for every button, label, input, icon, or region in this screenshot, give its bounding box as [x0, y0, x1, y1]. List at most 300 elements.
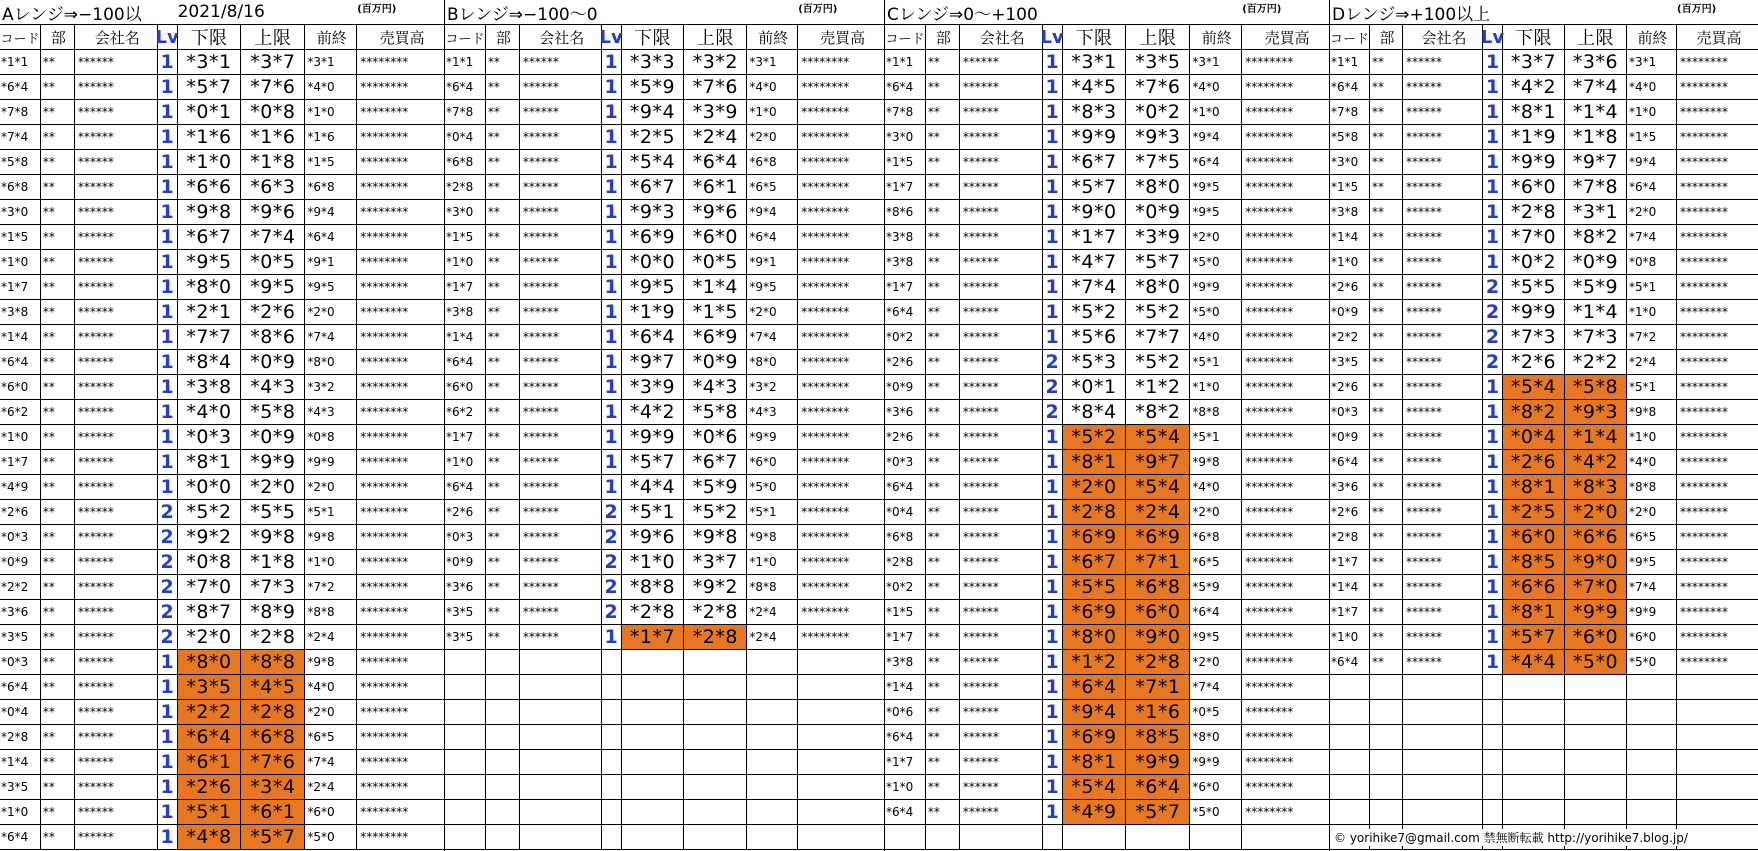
upper-limit: *4*2	[1565, 450, 1627, 474]
lower-limit: *3*8	[178, 375, 242, 399]
lower-limit	[622, 825, 685, 849]
table-row	[885, 600, 1329, 625]
department	[1370, 675, 1403, 699]
upper-limit: *6*9	[1126, 525, 1190, 549]
upper-limit: *0*9	[684, 350, 747, 374]
company-name: ******	[1403, 650, 1483, 674]
lower-limit	[622, 700, 685, 724]
lower-limit: *6*6	[1503, 575, 1565, 599]
trading-volume: ********	[360, 630, 409, 644]
table-row	[0, 300, 444, 325]
stock-code: *2*6	[1330, 275, 1370, 299]
upper-limit: *9*3	[1565, 400, 1627, 424]
previous-close	[747, 750, 798, 774]
level: 1	[158, 125, 178, 149]
trading-volume	[1677, 800, 1758, 824]
level: 1	[602, 200, 622, 224]
trading-volume	[1677, 750, 1758, 774]
stock-code: *1*0	[0, 800, 41, 824]
previous-close: *3*1	[1190, 50, 1242, 74]
department: **	[41, 625, 75, 649]
header-lower: 下限	[622, 25, 685, 49]
lower-limit: *6*9	[622, 225, 685, 249]
department: **	[41, 125, 75, 149]
department: **	[926, 200, 960, 224]
upper-limit: *2*4	[684, 125, 747, 149]
stock-code: *1*4	[0, 750, 41, 774]
lower-limit: *0*2	[1503, 250, 1565, 274]
department: **	[1370, 575, 1403, 599]
previous-close: *9*1	[305, 250, 357, 274]
department: **	[486, 550, 520, 574]
company-name: ******	[960, 50, 1043, 74]
stock-code: *3*8	[1330, 200, 1370, 224]
department: **	[926, 50, 960, 74]
company-name: ******	[1403, 150, 1483, 174]
upper-limit: *5*9	[1565, 275, 1627, 299]
stock-code: *3*0	[445, 200, 486, 224]
stock-code: *1*0	[445, 450, 486, 474]
level: 1	[1043, 750, 1063, 774]
company-name: ******	[520, 125, 602, 149]
table-row	[885, 325, 1329, 350]
table-row	[1330, 325, 1758, 350]
stock-code: *2*6	[1330, 500, 1370, 524]
header-bu: 部	[41, 25, 75, 49]
stock-code: *6*4	[0, 75, 41, 99]
company-name: ******	[1403, 550, 1483, 574]
company-name: ******	[1403, 525, 1483, 549]
range-block-b	[445, 0, 885, 851]
lower-limit: *2*0	[178, 625, 242, 649]
lower-limit: *1*0	[622, 550, 685, 574]
table-row	[445, 450, 884, 475]
trading-volume: ********	[1680, 155, 1728, 169]
previous-close: *1*0	[1190, 375, 1242, 399]
level: 1	[602, 150, 622, 174]
lower-limit: *8*4	[1063, 400, 1127, 424]
trading-volume: ********	[1245, 280, 1294, 294]
department: **	[1370, 150, 1403, 174]
stock-code: *0*4	[445, 125, 486, 149]
trading-volume: ********	[360, 505, 409, 519]
trading-volume	[798, 650, 884, 674]
lower-limit: *6*6	[178, 175, 242, 199]
stock-code: *3*5	[445, 600, 486, 624]
stock-code	[445, 825, 486, 849]
stock-code: *3*8	[445, 300, 486, 324]
level: 1	[1483, 500, 1503, 524]
previous-close	[1627, 750, 1677, 774]
stock-code: *3*5	[0, 775, 41, 799]
department: **	[1370, 250, 1403, 274]
upper-limit: *1*4	[1565, 100, 1627, 124]
previous-close: *6*4	[1190, 600, 1242, 624]
lower-limit: *4*4	[622, 475, 685, 499]
table-row	[445, 375, 884, 400]
table-row	[885, 500, 1329, 525]
previous-close: *2*0	[747, 300, 798, 324]
stock-code: *1*7	[445, 425, 486, 449]
lower-limit: *5*5	[1063, 575, 1127, 599]
lower-limit: *0*0	[622, 250, 685, 274]
company-name: ******	[960, 425, 1043, 449]
trading-volume: ********	[1245, 430, 1294, 444]
department: **	[41, 175, 75, 199]
previous-close: *9*5	[1190, 175, 1242, 199]
stock-code	[445, 725, 486, 749]
trading-volume: ********	[1680, 555, 1728, 569]
upper-limit: *5*9	[684, 475, 747, 499]
previous-close: *4*0	[747, 75, 798, 99]
table-row	[445, 150, 884, 175]
level: 1	[158, 800, 178, 824]
level: 1	[1483, 575, 1503, 599]
department: **	[486, 300, 520, 324]
department: **	[486, 200, 520, 224]
upper-limit: *8*5	[1126, 725, 1190, 749]
level: 1	[158, 200, 178, 224]
lower-limit: *4*9	[1063, 800, 1127, 824]
lower-limit: *9*9	[1503, 300, 1565, 324]
previous-close: *2*0	[1190, 225, 1242, 249]
table-row	[445, 525, 884, 550]
previous-close: *2*0	[1190, 650, 1242, 674]
previous-close	[1627, 675, 1677, 699]
previous-close: *2*4	[747, 625, 798, 649]
trading-volume	[798, 800, 884, 824]
lower-limit: *5*9	[622, 75, 685, 99]
table-row	[1330, 400, 1758, 425]
level: 1	[1043, 275, 1063, 299]
trading-volume: ********	[1245, 580, 1294, 594]
upper-limit	[684, 700, 747, 724]
trading-volume: ********	[1680, 480, 1728, 494]
company-name: ******	[75, 150, 158, 174]
level: 2	[602, 500, 622, 524]
department: **	[41, 650, 75, 674]
stock-code: *4*9	[0, 475, 41, 499]
upper-limit: *3*7	[684, 550, 747, 574]
previous-close: *6*0	[1627, 625, 1677, 649]
lower-limit: *3*9	[622, 375, 685, 399]
department: **	[1370, 275, 1403, 299]
lower-limit: *4*5	[1063, 75, 1127, 99]
lower-limit: *1*0	[178, 150, 242, 174]
lower-limit: *4*4	[1503, 650, 1565, 674]
previous-close: *9*8	[747, 525, 798, 549]
level: 1	[158, 150, 178, 174]
upper-limit: *7*4	[241, 225, 305, 249]
stock-code: *6*0	[445, 375, 486, 399]
upper-limit: *2*8	[684, 600, 747, 624]
trading-volume: ********	[360, 80, 409, 94]
table-row	[0, 325, 444, 350]
stock-code: *1*4	[885, 675, 926, 699]
stock-code: *5*8	[1330, 125, 1370, 149]
upper-limit: *1*6	[241, 125, 305, 149]
copyright-footer: © yorihike7@gmail.com 禁無断転載 http://yorihike7.blog.jp/	[1334, 831, 1688, 845]
upper-limit: *6*3	[241, 175, 305, 199]
previous-close: *9*5	[1627, 550, 1677, 574]
header-sales: 売買高	[1696, 28, 1742, 47]
company-name	[1403, 725, 1483, 749]
stock-code: *1*1	[445, 50, 486, 74]
department: **	[926, 425, 960, 449]
previous-close: *5*0	[305, 825, 357, 849]
company-name: ******	[960, 225, 1043, 249]
previous-close: *8*8	[305, 600, 357, 624]
department: **	[41, 675, 75, 699]
level: 1	[1483, 625, 1503, 649]
upper-limit	[684, 725, 747, 749]
department: **	[41, 250, 75, 274]
table-row	[445, 50, 884, 75]
company-name: ******	[1403, 100, 1483, 124]
previous-close: *5*9	[1190, 575, 1242, 599]
previous-close: *3*1	[747, 50, 798, 74]
level: 1	[1043, 200, 1063, 224]
trading-volume: ********	[1680, 180, 1728, 194]
previous-close: *8*0	[305, 350, 357, 374]
table-row	[0, 525, 444, 550]
trading-volume: ********	[360, 130, 409, 144]
trading-volume: ********	[801, 480, 850, 494]
trading-volume: ********	[360, 330, 409, 344]
lower-limit: *9*3	[622, 200, 685, 224]
department: **	[1370, 400, 1403, 424]
previous-close: *9*8	[1627, 400, 1677, 424]
department: **	[486, 475, 520, 499]
lower-limit	[1063, 825, 1127, 849]
department	[486, 725, 520, 749]
table-row	[885, 400, 1329, 425]
level: 1	[1483, 550, 1503, 574]
previous-close	[1190, 825, 1242, 849]
department: **	[1370, 650, 1403, 674]
trading-volume: ********	[1680, 280, 1728, 294]
stock-code: *1*5	[445, 225, 486, 249]
level: 1	[1483, 525, 1503, 549]
table-row	[0, 275, 444, 300]
upper-limit: *0*6	[684, 425, 747, 449]
trading-volume: ********	[360, 255, 409, 269]
lower-limit: *6*4	[178, 725, 242, 749]
upper-limit	[684, 800, 747, 824]
department: **	[1370, 550, 1403, 574]
table-row	[445, 200, 884, 225]
department: **	[486, 575, 520, 599]
header-prev: 前終	[1190, 25, 1242, 49]
trading-volume: ********	[1680, 380, 1728, 394]
stock-code: *3*6	[885, 400, 926, 424]
previous-close: *5*0	[1627, 650, 1677, 674]
company-name: ******	[960, 150, 1043, 174]
company-name: ******	[75, 475, 158, 499]
company-name: ******	[960, 500, 1043, 524]
stock-code: *1*7	[885, 625, 926, 649]
level: 1	[1043, 550, 1063, 574]
lower-limit: *1*7	[622, 625, 685, 649]
table-row	[445, 625, 884, 650]
level: 1	[1483, 475, 1503, 499]
trading-volume: ********	[360, 155, 409, 169]
range-block-d	[1330, 0, 1758, 851]
table-row	[0, 775, 444, 800]
lower-limit: *7*0	[178, 575, 242, 599]
company-name: ******	[75, 100, 158, 124]
table-row	[1330, 250, 1758, 275]
table-row	[445, 750, 884, 775]
stock-code: *7*8	[885, 100, 926, 124]
department: **	[926, 250, 960, 274]
lower-limit: *6*4	[1063, 675, 1127, 699]
stock-code: *6*4	[1330, 650, 1370, 674]
trading-volume: ********	[1245, 555, 1294, 569]
level	[1483, 775, 1503, 799]
trading-volume: ********	[360, 455, 409, 469]
upper-limit: *7*4	[1565, 75, 1627, 99]
table-row	[445, 400, 884, 425]
previous-close: *7*4	[1627, 575, 1677, 599]
department: **	[486, 225, 520, 249]
stock-code: *1*4	[0, 325, 41, 349]
stock-code: *1*7	[445, 275, 486, 299]
table-row	[885, 625, 1329, 650]
level: 2	[1043, 400, 1063, 424]
department: **	[41, 475, 75, 499]
lower-limit: *9*9	[1503, 150, 1565, 174]
stock-code: *2*6	[0, 500, 41, 524]
table-row	[445, 75, 884, 100]
department: **	[926, 100, 960, 124]
table-row	[1330, 225, 1758, 250]
upper-limit: *5*4	[1126, 475, 1190, 499]
department: **	[41, 150, 75, 174]
previous-close: *5*1	[747, 500, 798, 524]
trading-volume: ********	[360, 55, 409, 69]
upper-limit: *9*9	[241, 450, 305, 474]
level: 1	[1043, 125, 1063, 149]
previous-close	[1627, 700, 1677, 724]
level: 1	[1483, 375, 1503, 399]
stock-code: *6*4	[445, 475, 486, 499]
department: **	[486, 50, 520, 74]
lower-limit: *3*1	[178, 50, 242, 74]
level: 1	[158, 700, 178, 724]
previous-close: *6*0	[747, 450, 798, 474]
company-name: ******	[960, 550, 1043, 574]
previous-close: *6*8	[305, 175, 357, 199]
table-row	[0, 375, 444, 400]
stock-code: *6*4	[1330, 75, 1370, 99]
upper-limit: *9*7	[1126, 450, 1190, 474]
department: **	[926, 450, 960, 474]
table-row	[885, 825, 1329, 850]
previous-close: *0*5	[1190, 700, 1242, 724]
previous-close: *9*9	[747, 425, 798, 449]
previous-close: *2*4	[305, 775, 357, 799]
table-row	[0, 475, 444, 500]
company-name: ******	[520, 350, 602, 374]
department: **	[926, 600, 960, 624]
trading-volume: ********	[801, 55, 850, 69]
upper-limit	[1565, 775, 1627, 799]
previous-close: *6*5	[1190, 550, 1242, 574]
trading-volume: ********	[801, 455, 850, 469]
trading-volume: ********	[360, 380, 409, 394]
department	[1370, 750, 1403, 774]
department: **	[1370, 75, 1403, 99]
company-name: ******	[520, 175, 602, 199]
stock-code: *1*7	[1330, 550, 1370, 574]
upper-limit: *4*3	[684, 375, 747, 399]
trading-volume: ********	[801, 180, 850, 194]
trading-volume: ********	[1245, 805, 1294, 819]
table-row	[445, 175, 884, 200]
previous-close: *9*9	[1190, 275, 1242, 299]
department: **	[486, 400, 520, 424]
lower-limit: *5*7	[1063, 175, 1127, 199]
level: 1	[158, 275, 178, 299]
previous-close: *4*0	[1190, 475, 1242, 499]
level: 1	[602, 250, 622, 274]
table-row	[0, 625, 444, 650]
department: **	[926, 725, 960, 749]
level: 1	[1043, 775, 1063, 799]
previous-close: *3*1	[1627, 50, 1677, 74]
stock-code: *1*7	[1330, 600, 1370, 624]
upper-limit: *6*7	[684, 450, 747, 474]
trading-volume: ********	[1680, 105, 1728, 119]
level: 1	[1483, 250, 1503, 274]
company-name: ******	[1403, 375, 1483, 399]
header-bu: 部	[1370, 25, 1403, 49]
trading-volume: ********	[801, 555, 850, 569]
table-row	[885, 575, 1329, 600]
table-row	[0, 175, 444, 200]
level: 1	[158, 825, 178, 849]
upper-limit: *2*4	[1126, 500, 1190, 524]
previous-close: *6*0	[305, 800, 357, 824]
lower-limit: *6*1	[178, 750, 242, 774]
header-code: コード	[445, 25, 486, 49]
department: **	[926, 700, 960, 724]
lower-limit: *8*1	[1063, 450, 1127, 474]
lower-limit: *4*8	[178, 825, 242, 849]
trading-volume: ********	[1245, 55, 1294, 69]
department: **	[926, 275, 960, 299]
company-name: ******	[75, 125, 158, 149]
level: 1	[602, 375, 622, 399]
table-row	[1330, 150, 1758, 175]
range-title-row	[885, 0, 1329, 25]
company-name: ******	[1403, 350, 1483, 374]
level	[602, 775, 622, 799]
level: 2	[1483, 350, 1503, 374]
previous-close: *7*2	[1627, 325, 1677, 349]
stock-code: *0*9	[0, 550, 41, 574]
upper-limit: *0*9	[241, 425, 305, 449]
previous-close: *6*8	[747, 150, 798, 174]
stock-code: *1*7	[885, 275, 926, 299]
previous-close: *9*5	[305, 275, 357, 299]
trading-volume	[798, 775, 884, 799]
department: **	[926, 750, 960, 774]
level: 1	[158, 325, 178, 349]
header-lv: Lv	[155, 26, 179, 48]
company-name: ******	[75, 575, 158, 599]
